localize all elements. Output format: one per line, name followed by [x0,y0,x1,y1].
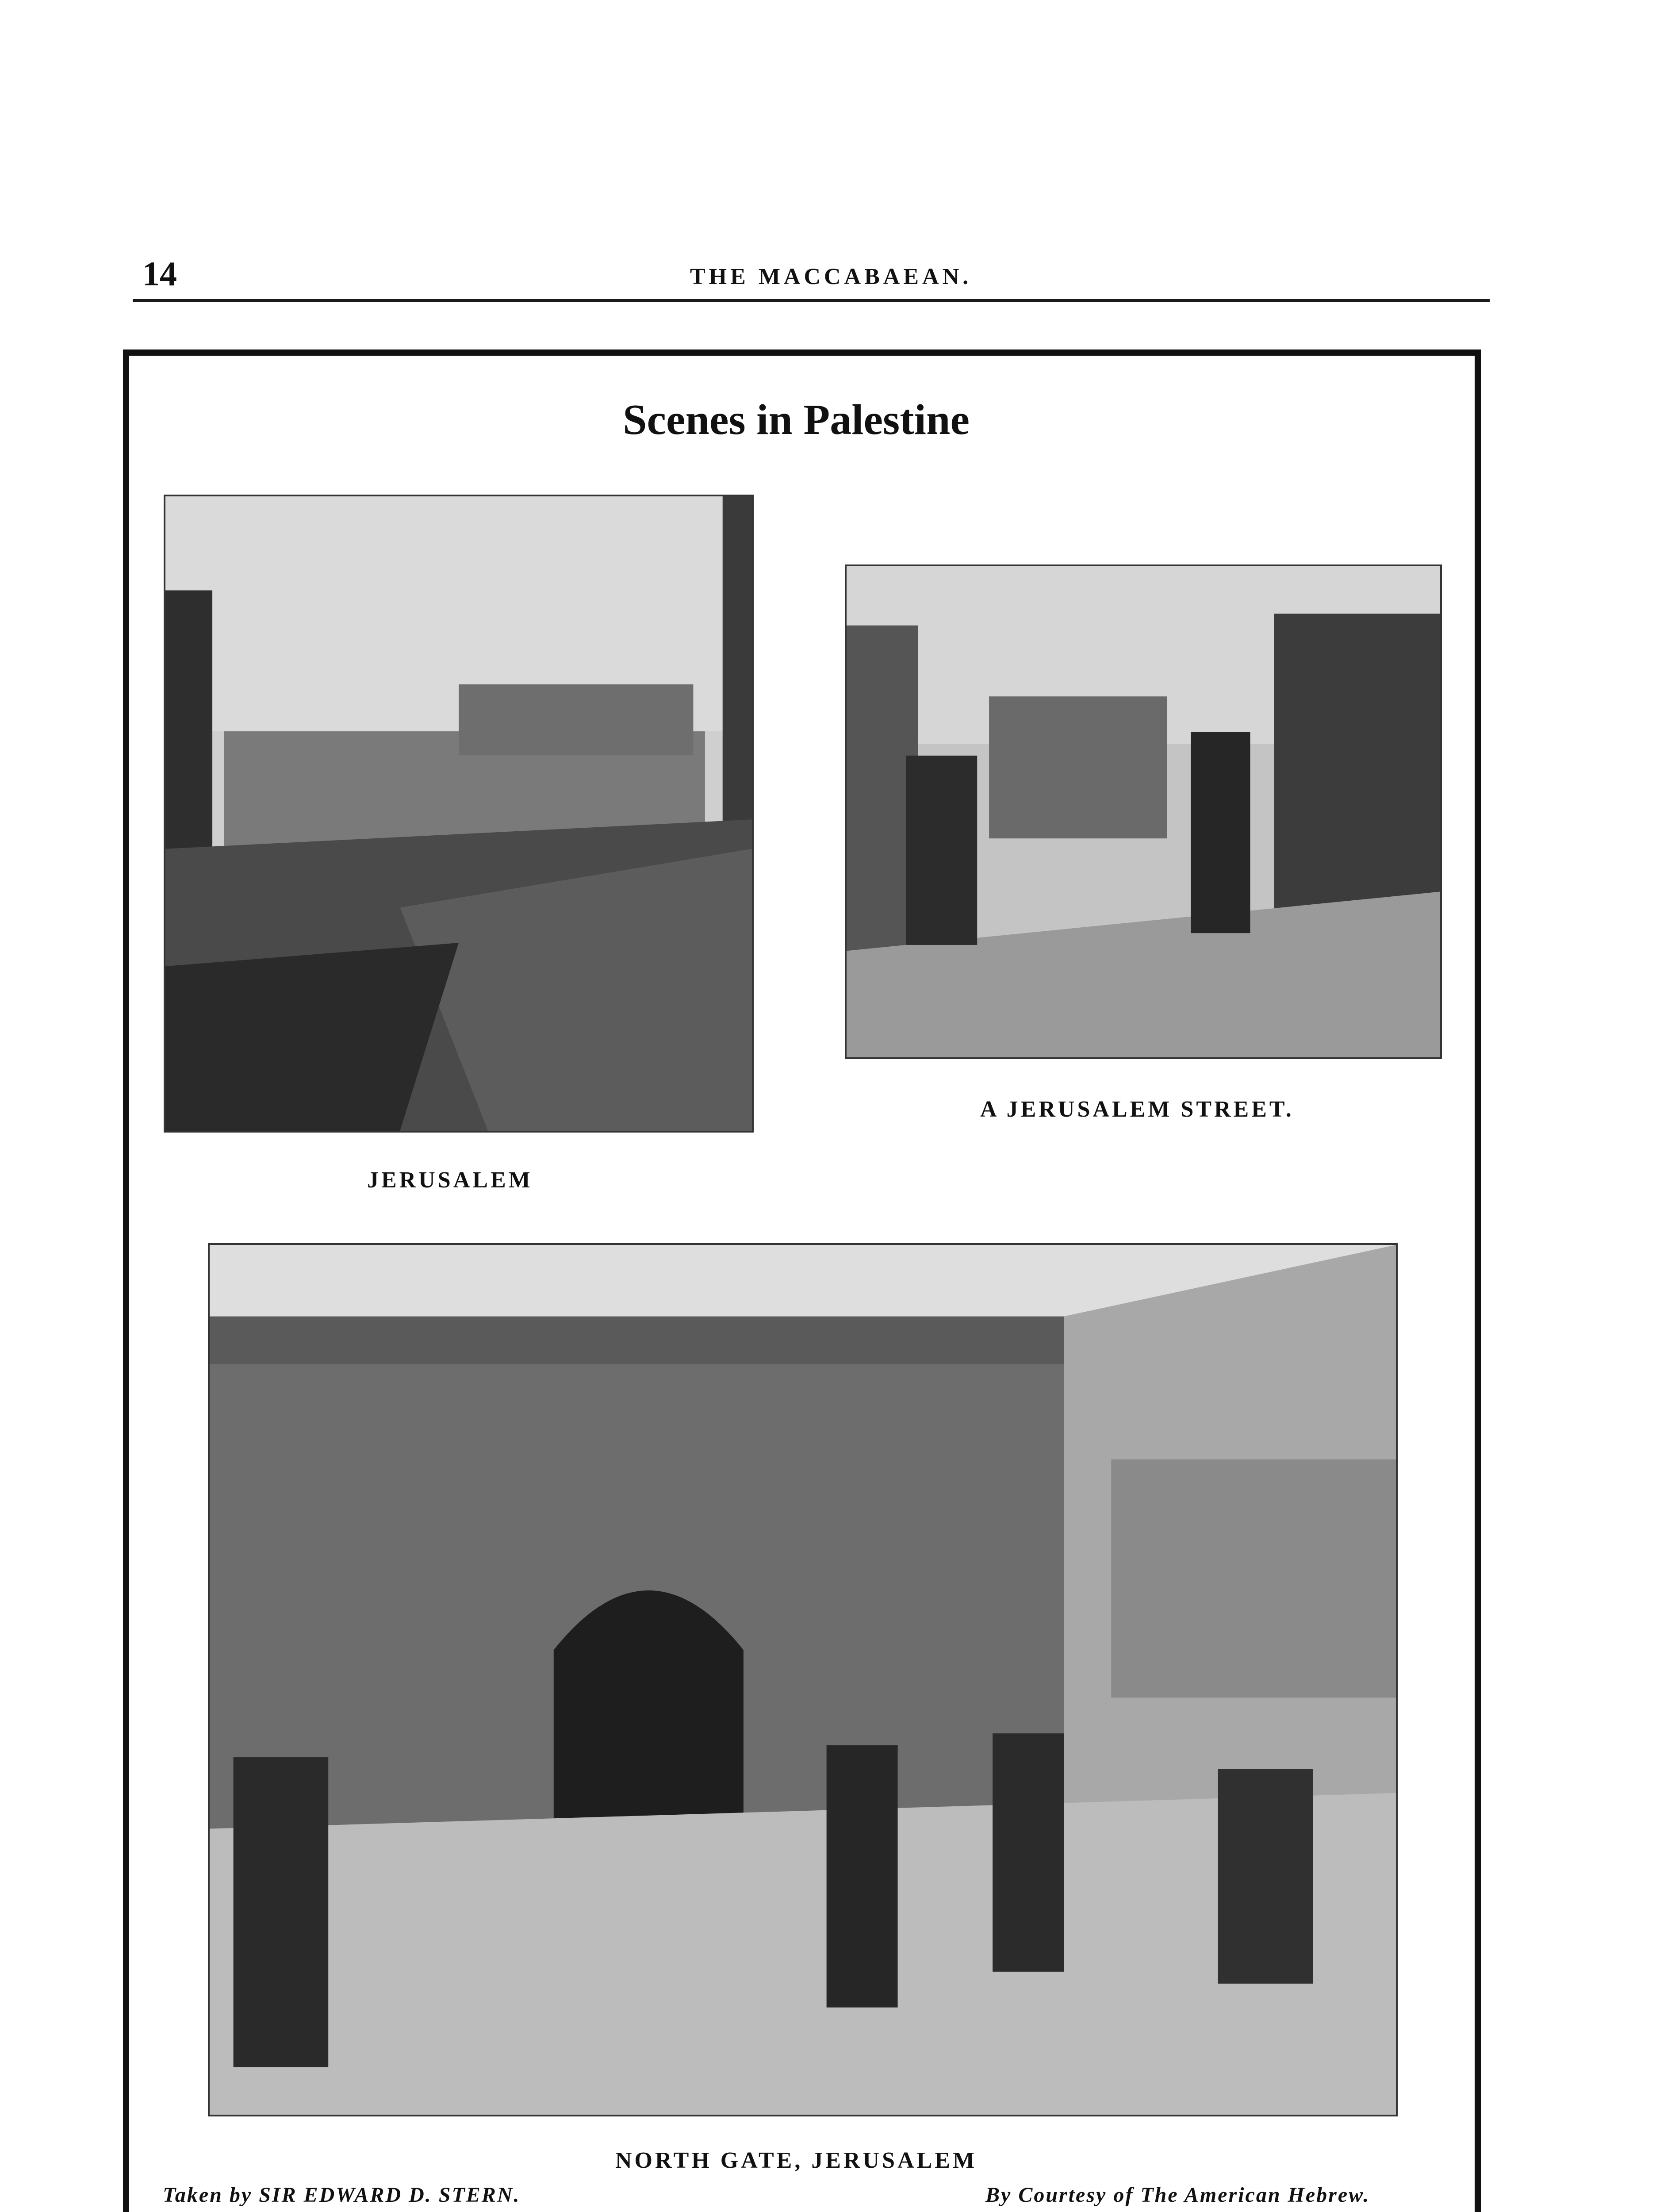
photo-jerusalem-image [165,496,752,1131]
photo-credit: Taken by SIR EDWARD D. STERN. [163,2183,521,2207]
running-title: THE MACCABAEAN. [690,264,972,289]
photo-north-gate [208,1243,1398,2116]
photo-jerusalem [164,495,754,1133]
header-rule [133,299,1490,302]
photo-jerusalem-street-image [847,566,1440,1057]
plate-title: Scenes in Palestine [623,396,970,444]
caption-jerusalem-street: A JERUSALEM STREET. [980,1097,1294,1122]
page-number: 14 [142,254,177,293]
courtesy-credit: By Courtesy of The American Hebrew. [985,2183,1370,2207]
photo-north-gate-image [210,1245,1396,2115]
photo-jerusalem-street [845,565,1442,1059]
caption-jerusalem: JERUSALEM [367,1167,533,1193]
caption-north-gate: NORTH GATE, JERUSALEM [615,2148,978,2173]
